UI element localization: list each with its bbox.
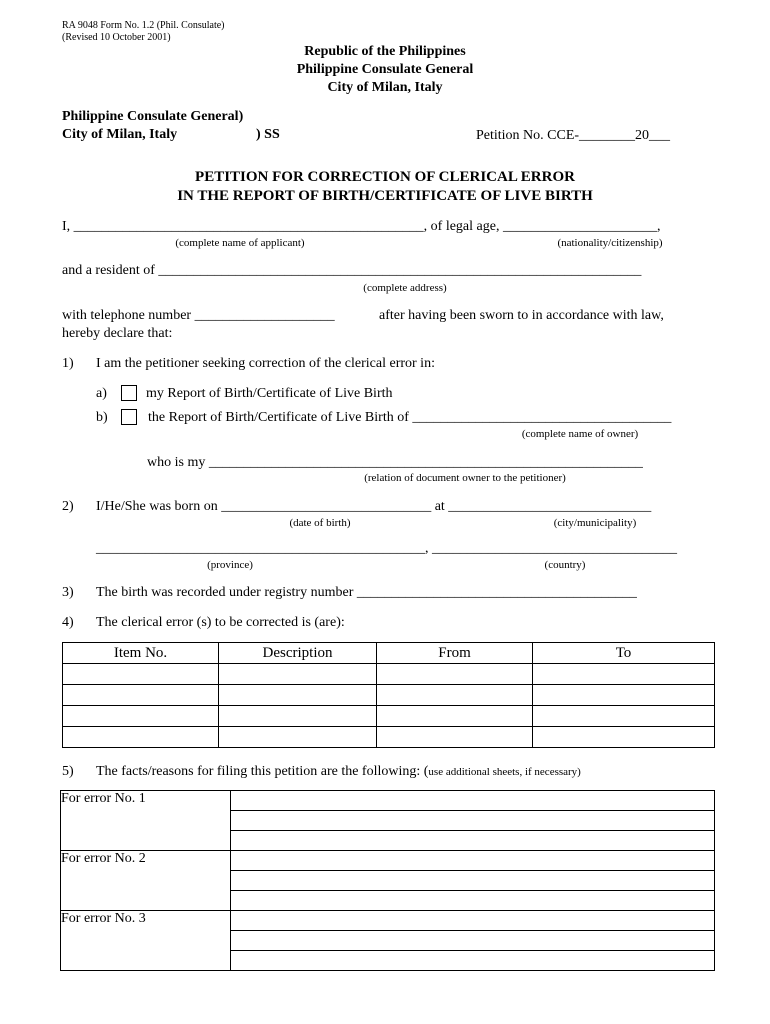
error-label: For error No. 1 (61, 791, 231, 851)
caption-relation: (relation of document owner to the petitioner) (364, 472, 566, 484)
table-cell[interactable] (533, 664, 715, 685)
caption-date: (date of birth) (289, 517, 351, 529)
table-cell[interactable] (219, 685, 377, 706)
reason-line[interactable] (231, 791, 714, 811)
sworn-text: after having been sworn to in accordance with law, (379, 308, 664, 323)
column-header: From (377, 643, 533, 664)
caption-nationality: (nationality/citizenship) (557, 237, 663, 249)
caption-applicant-name: (complete name of applicant) (175, 237, 305, 249)
caption-province: (province) (207, 559, 253, 571)
caption-owner: (complete name of owner) (521, 428, 639, 440)
applicant-line: I, __________________________________________________, of legal age, ______________________, (62, 219, 661, 234)
petition-number: Petition No. CCE-________20___ (476, 128, 671, 143)
item5-main: The facts/reasons for filing this petition are the following: ( (96, 764, 429, 779)
error-label: For error No. 2 (61, 851, 231, 911)
item3-text: The birth was recorded under registry number ________________________________________ (96, 585, 637, 600)
telephone-line: with telephone number ____________________ (62, 308, 335, 323)
table-row (63, 664, 715, 685)
header-line2: Philippine Consulate General (296, 62, 474, 77)
item5-text (96, 764, 581, 780)
item1-text: I am the petitioner seeking correction of the clerical error in: (96, 356, 435, 371)
reason-line[interactable] (231, 811, 714, 831)
option-b-checkbox[interactable] (121, 409, 137, 425)
reason-line[interactable] (231, 951, 714, 970)
table-cell[interactable] (377, 685, 533, 706)
table-cell[interactable] (219, 664, 377, 685)
reason-line[interactable] (231, 871, 714, 891)
item4-text: The clerical error (s) to be corrected is (are): (96, 615, 345, 630)
table-row (63, 727, 715, 748)
table-row (63, 685, 715, 706)
title-line1: PETITION FOR CORRECTION OF CLERICAL ERROR (195, 169, 575, 185)
reason-cell (231, 911, 715, 971)
table-row (61, 851, 715, 911)
table-cell[interactable] (219, 706, 377, 727)
reasons-table (60, 790, 715, 971)
item5-note: use additional sheets, if necessary) (428, 766, 581, 778)
header-line1: Republic of the Philippines (304, 44, 466, 59)
table-row (63, 706, 715, 727)
reason-cell (231, 791, 715, 851)
item4-number: 4) (62, 615, 74, 630)
option-a-label: a) (96, 386, 107, 401)
item1-number: 1) (62, 356, 74, 371)
caption-country: (country) (544, 559, 586, 571)
table-row (61, 911, 715, 971)
reason-line[interactable] (231, 911, 714, 931)
form-ref-line2: (Revised 10 October 2001) (62, 32, 171, 43)
table-cell[interactable] (533, 685, 715, 706)
table-row (61, 791, 715, 851)
clerical-errors-table (62, 642, 715, 748)
reason-line[interactable] (231, 831, 714, 850)
table-cell[interactable] (377, 664, 533, 685)
table-cell[interactable] (377, 706, 533, 727)
venue-ss: ) SS (256, 127, 280, 142)
declare-text: hereby declare that: (62, 326, 173, 341)
caption-city: (city/municipality) (553, 517, 637, 529)
item2-number: 2) (62, 499, 74, 514)
caption-address: (complete address) (363, 282, 447, 294)
option-a-text: my Report of Birth/Certificate of Live Birth (146, 386, 393, 401)
reason-line[interactable] (231, 851, 714, 871)
reason-line[interactable] (231, 931, 714, 951)
item2-text: I/He/She was born on ______________________________ at _____________________________ (96, 499, 652, 514)
error-label: For error No. 3 (61, 911, 231, 971)
item5-number: 5) (62, 764, 74, 779)
column-header: Item No. (63, 643, 219, 664)
title-line2: IN THE REPORT OF BIRTH/CERTIFICATE OF LIVE BIRTH (177, 188, 593, 204)
option-a-checkbox[interactable] (121, 385, 137, 401)
province-country-line: _______________________________________________, ___________________________________ (96, 541, 677, 556)
table-cell[interactable] (63, 685, 219, 706)
venue-city: City of Milan, Italy (62, 127, 178, 142)
table-cell[interactable] (63, 664, 219, 685)
who-is-line: who is my ______________________________________________________________ (147, 455, 643, 470)
venue-line1: Philippine Consulate General) (62, 109, 244, 124)
option-b-text: the Report of Birth/Certificate of Live Birth of _____________________________________ (148, 410, 672, 425)
column-header: To (533, 643, 715, 664)
table-cell[interactable] (63, 706, 219, 727)
table-cell[interactable] (377, 727, 533, 748)
form-ref-line1: RA 9048 Form No. 1.2 (Phil. Consulate) (62, 20, 225, 31)
table-cell[interactable] (63, 727, 219, 748)
option-b-label: b) (96, 410, 108, 425)
item3-number: 3) (62, 585, 74, 600)
table-cell[interactable] (533, 706, 715, 727)
header-line3: City of Milan, Italy (327, 80, 443, 95)
reason-cell (231, 851, 715, 911)
reason-line[interactable] (231, 891, 714, 910)
table-header-row (63, 643, 715, 664)
resident-line: and a resident of _____________________________________________________________________ (62, 263, 642, 278)
table-cell[interactable] (219, 727, 377, 748)
column-header: Description (219, 643, 377, 664)
table-cell[interactable] (533, 727, 715, 748)
